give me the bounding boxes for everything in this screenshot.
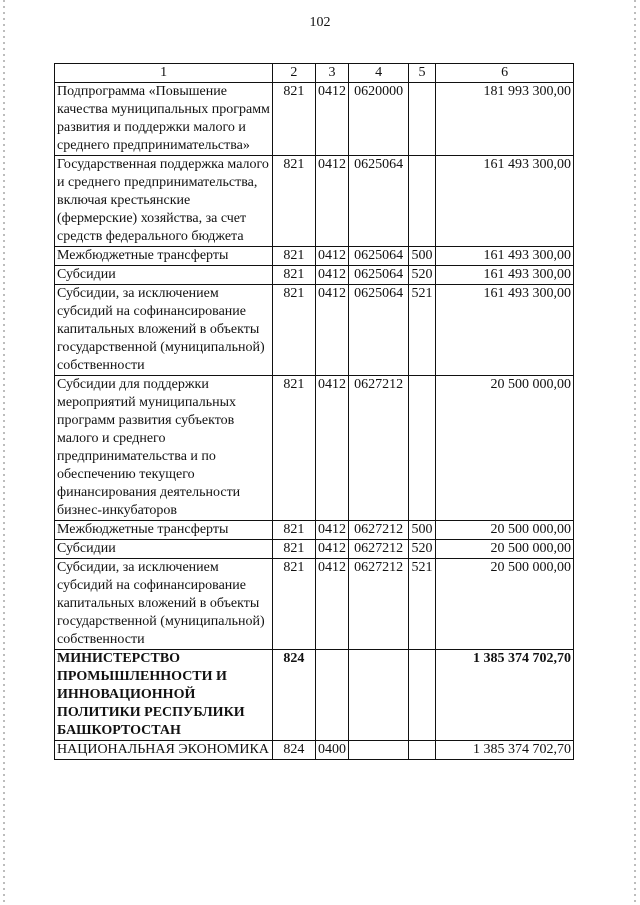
- target-code-cell: 0625064: [349, 247, 408, 266]
- target-code-cell: [349, 650, 408, 741]
- row-name-cell: Субсидии, за исключением субсидий на софинансирование капитальных вложений в объекты государственной (муниципальной) собственности: [55, 285, 273, 376]
- table-row: [55, 285, 574, 376]
- column-header: 2: [273, 64, 315, 83]
- amount-cell: 161 493 300,00: [436, 247, 574, 266]
- amount-cell: 161 493 300,00: [436, 156, 574, 247]
- section-code-cell: [315, 650, 349, 741]
- amount-cell: 161 493 300,00: [436, 266, 574, 285]
- row-name-cell: Межбюджетные трансферты: [55, 247, 273, 266]
- target-code-cell: 0627212: [349, 376, 408, 521]
- column-header: 1: [55, 64, 273, 83]
- section-code-cell: 0412: [315, 266, 349, 285]
- target-code-cell: 0625064: [349, 266, 408, 285]
- section-code-cell: 0400: [315, 741, 349, 760]
- admin-code-cell: 821: [273, 376, 315, 521]
- target-code-cell: 0627212: [349, 559, 408, 650]
- admin-code-cell: 821: [273, 521, 315, 540]
- table-row: [55, 376, 574, 521]
- table-row: [55, 540, 574, 559]
- admin-code-cell: 821: [273, 266, 315, 285]
- column-header: 5: [408, 64, 436, 83]
- target-code-cell: 0620000: [349, 83, 408, 156]
- target-code-cell: 0627212: [349, 540, 408, 559]
- expense-type-cell: [408, 650, 436, 741]
- column-header: 4: [349, 64, 408, 83]
- amount-cell: 20 500 000,00: [436, 521, 574, 540]
- expense-type-cell: [408, 83, 436, 156]
- amount-cell: 1 385 374 702,70: [436, 650, 574, 741]
- target-code-cell: 0625064: [349, 156, 408, 247]
- section-code-cell: 0412: [315, 540, 349, 559]
- target-code-cell: 0625064: [349, 285, 408, 376]
- amount-cell: 20 500 000,00: [436, 559, 574, 650]
- left-scan-edge: [3, 0, 5, 905]
- admin-code-cell: 821: [273, 247, 315, 266]
- section-code-cell: 0412: [315, 247, 349, 266]
- section-code-cell: 0412: [315, 521, 349, 540]
- page-number: 102: [309, 15, 331, 30]
- amount-cell: 20 500 000,00: [436, 376, 574, 521]
- column-header: 3: [315, 64, 349, 83]
- admin-code-cell: 824: [273, 741, 315, 760]
- table-row: [55, 521, 574, 540]
- amount-cell: 161 493 300,00: [436, 285, 574, 376]
- admin-code-cell: 821: [273, 540, 315, 559]
- table-row: [55, 650, 574, 741]
- admin-code-cell: 821: [273, 285, 315, 376]
- table-row: [55, 156, 574, 247]
- admin-code-cell: 821: [273, 156, 315, 247]
- expense-type-cell: [408, 741, 436, 760]
- row-name-cell: Субсидии: [55, 266, 273, 285]
- amount-cell: 20 500 000,00: [436, 540, 574, 559]
- row-name-cell: Субсидии для поддержки мероприятий муниципальных программ развития субъектов малого и среднего предпринимательства и по обеспечению текущего финансирования деятельности бизнес-инкубаторов: [55, 376, 273, 521]
- section-code-cell: 0412: [315, 156, 349, 247]
- row-name-cell: Субсидии, за исключением субсидий на софинансирование капитальных вложений в объекты государственной (муниципальной) собственности: [55, 559, 273, 650]
- table-row: [55, 83, 574, 156]
- section-code-cell: 0412: [315, 285, 349, 376]
- row-name-cell: НАЦИОНАЛЬНАЯ ЭКОНОМИКА: [55, 741, 273, 760]
- header-row: [55, 64, 574, 83]
- expense-type-cell: 521: [408, 559, 436, 650]
- admin-code-cell: 824: [273, 650, 315, 741]
- row-name-cell: Подпрограмма «Повышение качества муниципальных программ развития и поддержки малого и среднего предпринимательства»: [55, 83, 273, 156]
- row-name-cell: Государственная поддержка малого и среднего предпринимательства, включая крестьянские (фермерские) хозяйства, за счет средств федерального бюджета: [55, 156, 273, 247]
- row-name-cell: Межбюджетные трансферты: [55, 521, 273, 540]
- table-row: [55, 559, 574, 650]
- expense-type-cell: 500: [408, 521, 436, 540]
- section-code-cell: 0412: [315, 559, 349, 650]
- table-row: [55, 266, 574, 285]
- section-code-cell: 0412: [315, 83, 349, 156]
- row-name-cell: Субсидии: [55, 540, 273, 559]
- admin-code-cell: 821: [273, 83, 315, 156]
- expense-type-cell: 521: [408, 285, 436, 376]
- expense-type-cell: [408, 156, 436, 247]
- section-code-cell: 0412: [315, 376, 349, 521]
- expense-type-cell: 500: [408, 247, 436, 266]
- expense-type-cell: 520: [408, 266, 436, 285]
- column-header: 6: [436, 64, 574, 83]
- amount-cell: 181 993 300,00: [436, 83, 574, 156]
- table-row: [55, 247, 574, 266]
- budget-table: [54, 63, 574, 760]
- amount-cell: 1 385 374 702,70: [436, 741, 574, 760]
- table-row: [55, 741, 574, 760]
- target-code-cell: [349, 741, 408, 760]
- expense-type-cell: 520: [408, 540, 436, 559]
- target-code-cell: 0627212: [349, 521, 408, 540]
- right-scan-edge: [634, 0, 636, 905]
- admin-code-cell: 821: [273, 559, 315, 650]
- row-name-cell: МИНИСТЕРСТВО ПРОМЫШЛЕННОСТИ И ИННОВАЦИОННОЙ ПОЛИТИКИ РЕСПУБЛИКИ БАШКОРТОСТАН: [55, 650, 273, 741]
- expense-type-cell: [408, 376, 436, 521]
